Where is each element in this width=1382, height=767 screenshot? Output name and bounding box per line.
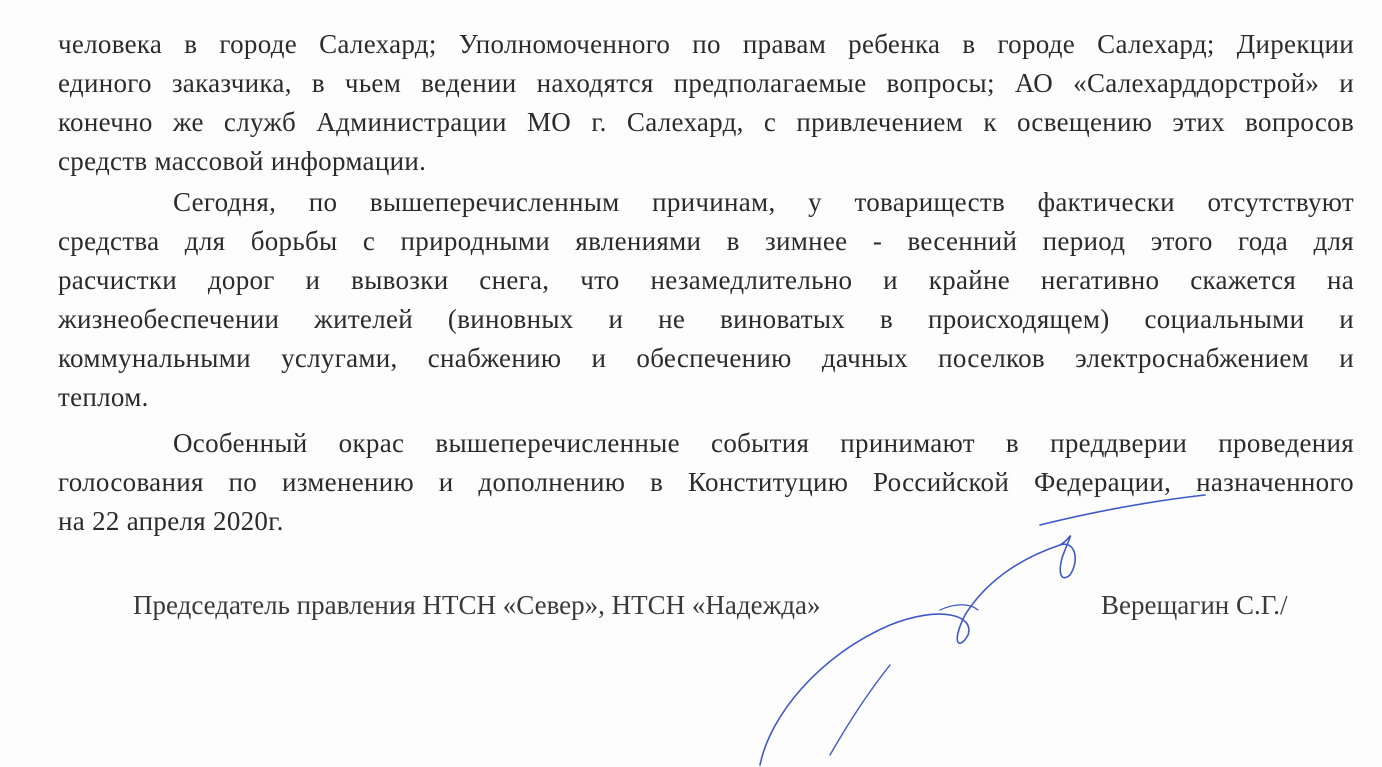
paragraph-line: коммунальными услугами, снабжению и обеспечению дачных поселков электроснабжением и (58, 343, 1354, 373)
paragraph-line: Особенный окрас вышеперечисленные события принимают в преддверии проведения (173, 428, 1354, 458)
paragraph-3 (58, 424, 1354, 541)
paragraph-line: на 22 апреля 2020г. (58, 506, 284, 536)
paragraph-line: Сегодня, по вышеперечисленным причинам, у товариществ фактически отсутствуют (173, 187, 1354, 217)
paragraph-line: средства для борьбы с природными явлениями в зимнее - весенний период этого года для (58, 226, 1354, 256)
signatory-title: Председатель правления НТСН «Север», НТСН «Надежда» (133, 590, 821, 620)
paragraph-1 (58, 25, 1354, 181)
paragraph-line: конечно же служб Администрации МО г. Салехард, с привлечением к освещению этих вопросов (58, 107, 1354, 137)
signatory-name: Верещагин С.Г./ (1101, 590, 1288, 620)
paragraph-2 (58, 183, 1354, 417)
paragraph-line: средств массовой информации. (58, 146, 427, 176)
paragraph-line: теплом. (58, 382, 149, 412)
paragraph-line: расчистки дорог и вывозки снега, что незамедлительно и крайне негативно скажется на (58, 265, 1354, 295)
paragraph-line: единого заказчика, в чьем ведении находятся предполагаемые вопросы; АО «Салехарддорстрой» и (58, 68, 1354, 98)
paragraph-line: жизнеобеспечении жителей (виновных и не виноватых в происходящем) социальными и (58, 304, 1354, 334)
paragraph-line: голосования по изменению и дополнению в Конституцию Российской Федерации, назначенного (58, 467, 1354, 497)
paragraph-line: человека в городе Салехард; Уполномоченного по правам ребенка в городе Салехард; Дирекции (58, 29, 1354, 59)
